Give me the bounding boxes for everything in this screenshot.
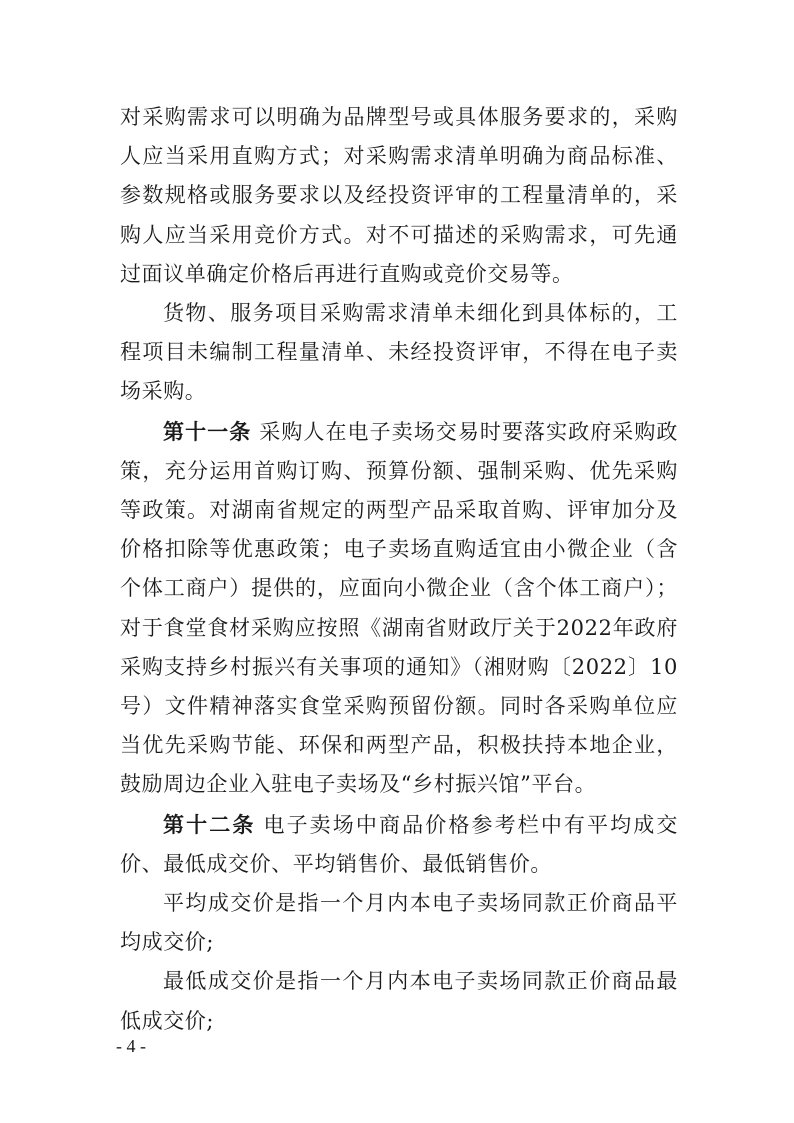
- paragraph-article-12: [120, 805, 678, 884]
- paragraph-purchase-methods: 对采购需求可以明确为品牌型号或具体服务要求的，采购人应当采用直购方式；对采购需求清单明确为商品标准、参数规格或服务要求以及经投资评审的工程量清单的，采购人应当采用竞价方式。对不可描述的采购需求，可先通过面议单确定价格后再进行直购或竞价交易等。: [120, 105, 678, 286]
- article-12-text: 电子卖场中商品价格参考栏中有平均成交价、最低成交价、平均销售价、最低销售价。: [120, 812, 678, 876]
- paragraph-lowest-deal-price: 最低成交价是指一个月内本电子卖场同款正价商品最低成交价;: [120, 969, 678, 1033]
- article-12-heading: 第十二条: [163, 811, 256, 837]
- document-body: [120, 98, 678, 1041]
- article-11-heading: 第十一条: [163, 418, 252, 444]
- page-number: - 4 -: [116, 1036, 146, 1056]
- paragraph-unrefined-requirements: 货物、服务项目采购需求清单未细化到具体标的，工程项目未编制工程量清单、未经投资评审，不得在电子卖场采购。: [120, 301, 678, 404]
- paragraph-average-deal-price: 平均成交价是指一个月内本电子卖场同款正价商品平均成交价;: [120, 891, 678, 955]
- article-11-text: 采购人在电子卖场交易时要落实政府采购政策，充分运用首购订购、预算份额、强制采购、优先采购等政策。对湖南省规定的两型产品采取首购、评审加分及价格扣除等优惠政策；电子卖场直购适宜由小微企业（含个体工商户）提供的，应面向小微企业（含个体工商户）；对于食堂食材采购应按照《湖南省财政厅关于2022年政府采购支持乡村振兴有关事项的通知》（湘财购〔2022〕10号）文件精神落实食堂采购预留份额。同时各采购单位应当优先采购节能、环保和两型产品，积极扶持本地企业，鼓励周边企业入驻电子卖场及“乡村振兴馆”平台。: [120, 419, 678, 797]
- paragraph-article-11: [120, 412, 678, 805]
